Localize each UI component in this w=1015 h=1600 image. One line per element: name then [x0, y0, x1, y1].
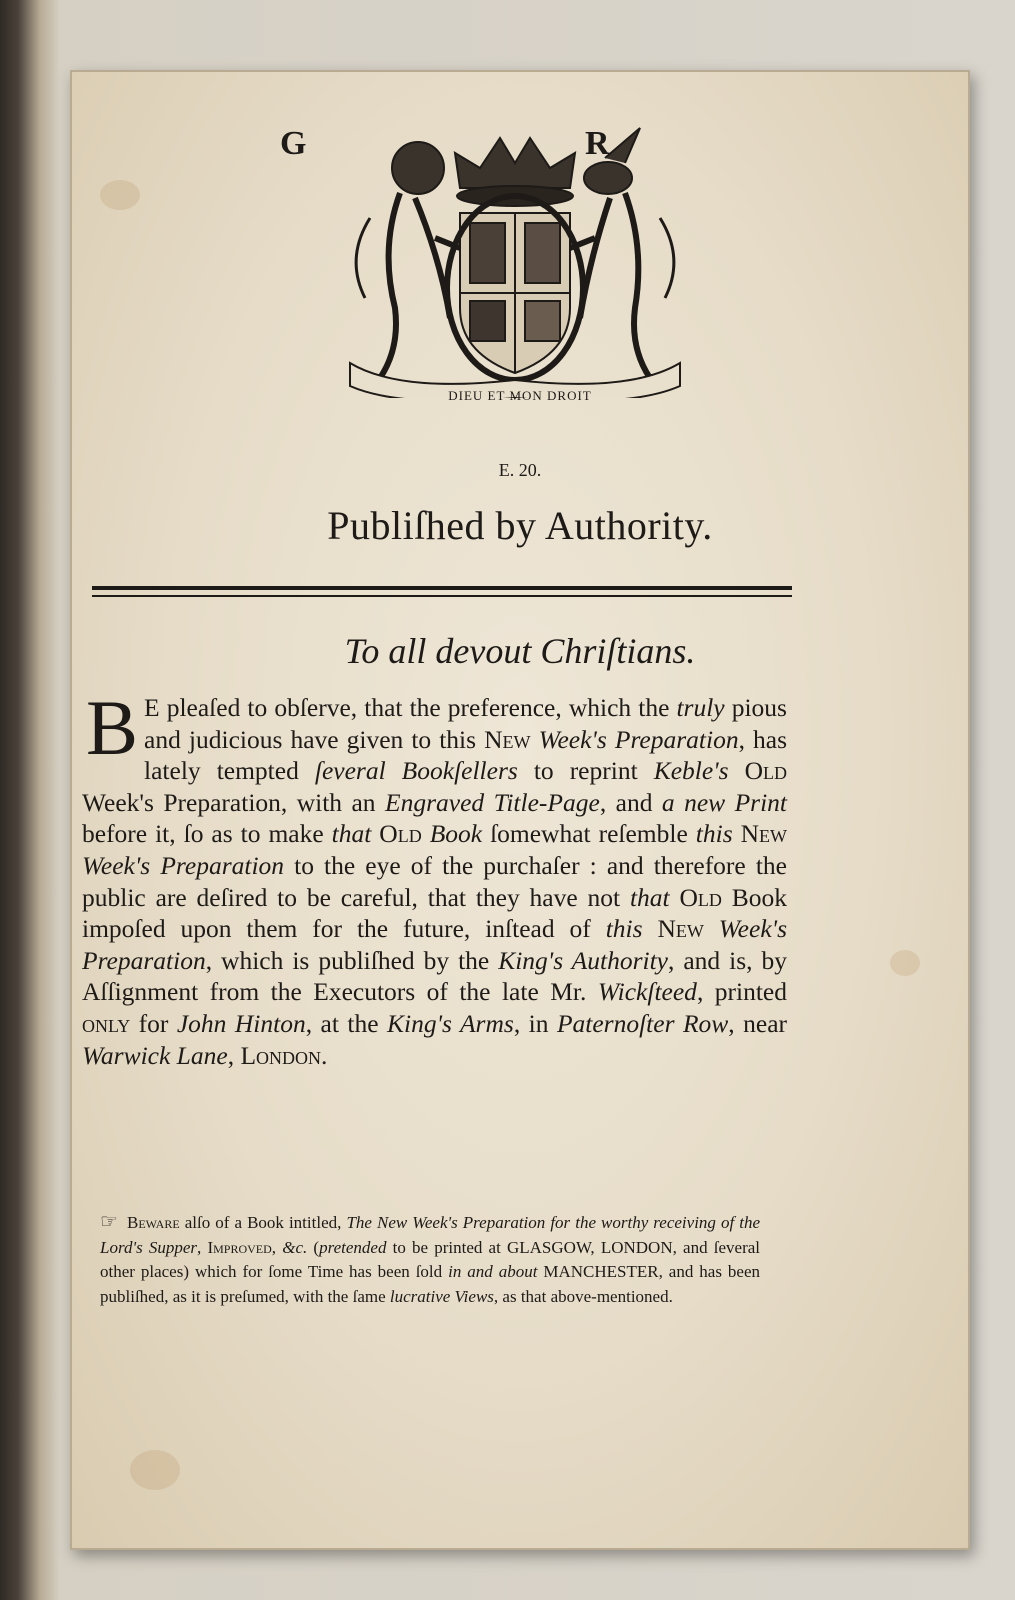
text-run: , near [728, 1008, 788, 1038]
text-run: Improved [207, 1237, 272, 1257]
text-run: , [271, 1237, 283, 1257]
divider-rule [92, 586, 792, 590]
text-run: Old [744, 756, 787, 786]
text-run: a new Print [661, 787, 788, 817]
text-run [670, 883, 680, 912]
text-run: this [605, 914, 643, 944]
text-run: , and is, by Aſſignment from the Executors of the late Mr. [82, 945, 787, 1007]
text-run: Week's Preparation [82, 850, 285, 880]
text-run: to the eye of the purchaſer : and therefore the public are deſired to be careful, that they have not [82, 850, 787, 912]
text-run: Book impoſed upon them for the future, inſtead of [82, 882, 788, 944]
text-run: that [629, 882, 670, 912]
text-run: New [657, 914, 704, 944]
text-run: ſeveral Bookſellers [314, 756, 518, 786]
text-run: for [130, 1008, 177, 1038]
text-run: in and about [448, 1262, 538, 1281]
notice-paragraph-text [82, 684, 788, 1070]
text-run: Beware [127, 1213, 180, 1232]
pointing-hand-icon: ☞ [100, 1211, 118, 1233]
text-run: , [197, 1237, 208, 1257]
beware-note-text [100, 1213, 760, 1306]
text-run: before it, ſo as to make [82, 819, 332, 849]
text-run: , has lately tempted [144, 724, 788, 786]
text-run: to be printed at GLASGOW, LONDON, and ſeveral other places) which for ſome Time has been ſold [100, 1237, 760, 1281]
notice-paragraph [82, 684, 788, 1071]
text-run: , as that above-mentioned. [493, 1286, 673, 1306]
signature-mark: E. 20. [498, 460, 542, 480]
divider-rule [92, 595, 792, 597]
text-run: , [227, 1040, 241, 1070]
text-run: Old [379, 819, 422, 849]
text-run: , and [599, 787, 662, 817]
text-run: Week's Preparation [82, 914, 788, 975]
crest-letter-r: R [585, 125, 610, 162]
text-run [643, 914, 658, 943]
text-run: Book [421, 819, 483, 849]
text-run: that [331, 819, 372, 849]
crest-motto: DIEU ET MON DROIT [448, 388, 592, 403]
text-run: E pleaſed to obſerve, that the preference, which the [144, 693, 677, 722]
text-run: , in [513, 1008, 557, 1038]
text-run: Paternoſter Row [556, 1008, 729, 1038]
text-run: pious and judicious have given to this [144, 693, 787, 754]
text-run [729, 756, 745, 785]
text-run: , printed [696, 977, 787, 1007]
text-run: John Hinton [176, 1008, 306, 1038]
text-run: Old [679, 882, 722, 912]
text-run: ( [307, 1237, 320, 1257]
royal-coat-of-arms-icon [340, 118, 690, 398]
text-run: , which is publiſhed by the [205, 945, 499, 975]
text-run: Keble's [653, 756, 729, 786]
text-run: The New Week's Preparation for the worthy receiving of the Lord's Supper [100, 1213, 761, 1257]
text-run: King's Arms [387, 1008, 514, 1038]
text-run: Week's Preparation [530, 724, 739, 754]
foxing-spot [890, 950, 920, 976]
text-run: only [82, 1008, 131, 1038]
published-by-authority: Publiſhed by Authority. [327, 503, 713, 548]
text-run: Warwick Lane [82, 1040, 228, 1070]
text-run: . [321, 1040, 328, 1070]
text-run: truly [676, 693, 725, 722]
text-run: New [484, 724, 531, 754]
text-run: &c. [282, 1237, 308, 1257]
beware-note [100, 1210, 760, 1309]
text-run: ſomewhat reſemble [482, 819, 696, 849]
text-run: Week's Preparation, with an [82, 787, 385, 817]
text-run: King's Authority [498, 945, 669, 975]
text-run: pretended [319, 1237, 387, 1257]
text-run: Wickſteed [597, 977, 697, 1007]
text-run: to reprint [517, 756, 654, 786]
text-run: London [240, 1040, 322, 1070]
text-run [733, 819, 741, 848]
address-heading: To all devout Chriſtians. [344, 631, 696, 671]
text-run: this [695, 819, 733, 849]
text-run: , at the [305, 1008, 387, 1038]
book-page [70, 70, 970, 1550]
text-run: New [740, 819, 788, 849]
text-run: lucrative Views [389, 1286, 494, 1306]
foxing-spot [100, 180, 140, 210]
text-run: Engraved Title-Page [385, 787, 600, 817]
text-run: alſo of a Book intitled, [179, 1213, 347, 1232]
crest-letter-g: G [280, 125, 307, 162]
drop-cap: B [86, 684, 139, 771]
text-run: MANCHESTER, and has been publiſhed, as it is preſumed, with the ſame [100, 1262, 760, 1306]
foxing-spot [130, 1450, 180, 1490]
